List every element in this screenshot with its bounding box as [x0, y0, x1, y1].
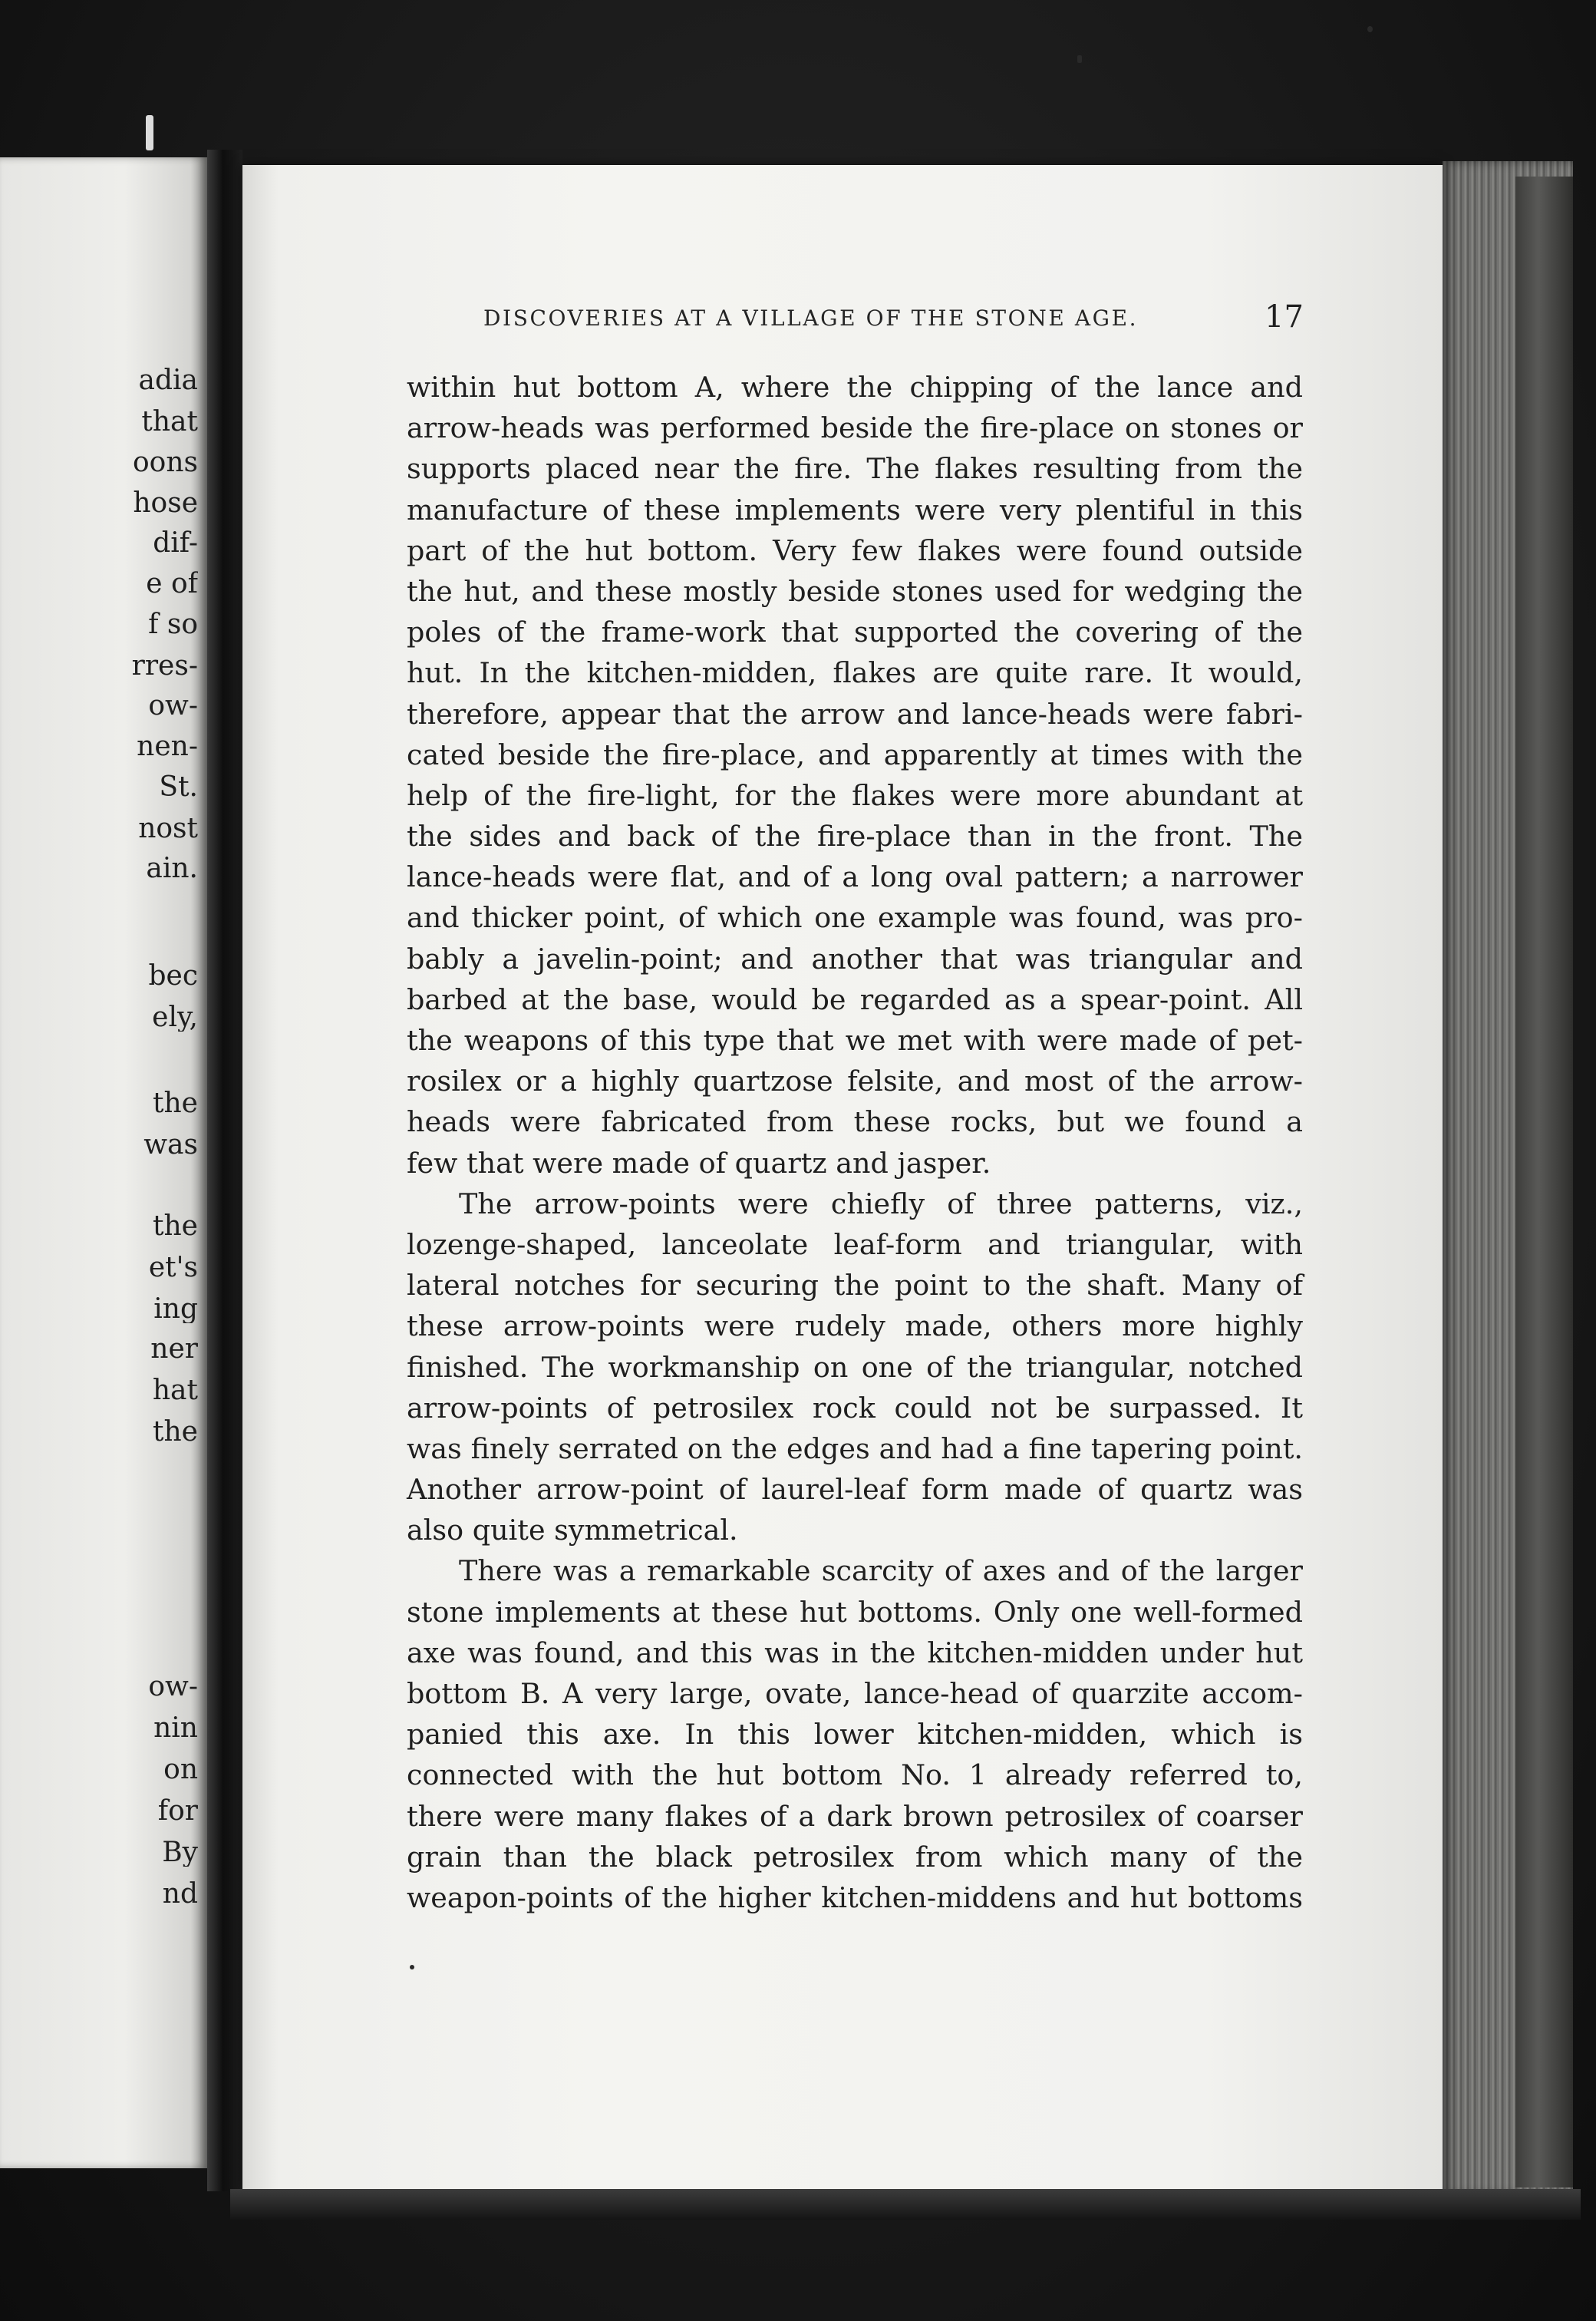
text-line: therefore, appear that the arrow and lance-heads were fabri- [407, 697, 1303, 731]
body-text [407, 367, 1303, 1918]
left-page-line: nin [153, 1715, 198, 1742]
left-page-line: dif- [153, 530, 198, 557]
text-line: weapon-points of the higher kitchen-middens and hut bottoms [407, 1880, 1303, 1914]
text-line: axe was found, and this was in the kitchen-midden under hut [407, 1636, 1303, 1669]
text-line: connected with the hut bottom No. 1 already referred to, [407, 1758, 1303, 1792]
text-line: There was a remarkable scarcity of axes and of the larger [459, 1554, 1303, 1588]
text-line: the sides and back of the fire-place than in the front. The [407, 820, 1303, 853]
text-line: these arrow-points were rudely made, others more highly [407, 1309, 1303, 1343]
left-page-line: ow- [148, 692, 198, 720]
left-page-line: the [153, 1090, 198, 1118]
text-line: supports placed near the fire. The flakes resulting from the [407, 452, 1303, 486]
text-line: and thicker point, of which one example was found, was pro- [407, 901, 1303, 935]
text-line: the hut, and these mostly beside stones used for wedging the [407, 574, 1303, 608]
text-line: Another arrow-point of laurel-leaf form made of quartz was [407, 1473, 1303, 1507]
text-line: poles of the frame-work that supported the covering of the [407, 616, 1303, 649]
scan-speck [1077, 55, 1082, 63]
text-line: arrow-heads was performed beside the fire-place on stones or [407, 411, 1303, 445]
book-gutter [207, 150, 242, 2191]
page-number: 17 [1265, 299, 1304, 335]
book-bottom-shadow [230, 2189, 1581, 2220]
left-page-line: ain. [146, 855, 198, 883]
left-page-line: hose [133, 490, 198, 517]
text-line: part of the hut bottom. Very few flakes were found outside [407, 533, 1303, 567]
text-line: there were many flakes of a dark brown petrosilex of coarser [407, 1799, 1303, 1833]
text-line: grain than the black petrosilex from which many of the [407, 1840, 1303, 1874]
left-page-line: ely, [152, 1004, 198, 1032]
text-line: heads were fabricated from these rocks, but we found a [407, 1105, 1303, 1139]
left-page-line: rres- [131, 652, 198, 680]
text-line: rosilex or a highly quartzose felsite, and most of the arrow- [407, 1065, 1303, 1098]
text-line: stone implements at these hut bottoms. Only one well-formed [407, 1595, 1303, 1629]
text-line: was finely serrated on the edges and had a fine tapering point. [407, 1431, 1303, 1465]
text-line: cated beside the fire-place, and apparently at times with the [407, 738, 1303, 771]
running-header: DISCOVERIES AT A VILLAGE OF THE STONE AGE. [483, 305, 1139, 331]
text-line: bottom B. A very large, ovate, lance-head of quarzite accom- [407, 1677, 1303, 1710]
left-page-line: St. [159, 774, 198, 801]
left-page-line: nen- [137, 733, 198, 761]
left-page-line: hat [152, 1377, 198, 1405]
left-page-line: was [143, 1131, 198, 1159]
left-page-line: nd [162, 1880, 198, 1908]
text-line: few that were made of quartz and jasper. [407, 1146, 991, 1180]
left-page-line: that [141, 408, 198, 436]
scan-speck [410, 1965, 414, 1969]
text-line: lance-heads were flat, and of a long oval pattern; a narrower [407, 860, 1303, 894]
text-line: the weapons of this type that we met with were made of pet- [407, 1024, 1303, 1057]
left-page-line: ing [153, 1296, 198, 1323]
left-page-line: for [157, 1798, 198, 1825]
text-line: manufacture of these implements were very plentiful in this [407, 493, 1303, 527]
left-page-line: the [153, 1418, 198, 1446]
left-page-line: nost [138, 815, 198, 843]
text-line: within hut bottom A, where the chipping of the lance and [407, 371, 1303, 404]
text-line: help of the fire-light, for the flakes were more abundant at [407, 778, 1303, 812]
text-line: lateral notches for securing the point to the shaft. Many of [407, 1269, 1303, 1302]
text-line: finished. The workmanship on one of the triangular, notched [407, 1350, 1303, 1384]
left-page-line: on [163, 1756, 198, 1784]
text-line: arrow-points of petrosilex rock could not be surpassed. It [407, 1391, 1303, 1425]
text-line: bably a javelin-point; and another that was triangular and [407, 942, 1303, 976]
left-page-line: oons [132, 449, 198, 477]
book-fore-edge-shadow [1515, 177, 1573, 2187]
left-page-line: the [153, 1213, 198, 1240]
left-page-line: e of [146, 570, 198, 598]
text-line: hut. In the kitchen-midden, flakes are quite rare. It would, [407, 656, 1303, 690]
left-page-line: bec [148, 962, 198, 990]
left-page-line: et's [148, 1254, 198, 1282]
text-line: lozenge-shaped, lanceolate leaf-form and triangular, with [407, 1227, 1303, 1261]
left-page-line: f so [148, 611, 198, 639]
text-line: The arrow-points were chiefly of three patterns, viz., [459, 1187, 1303, 1220]
left-page-line: ow- [148, 1673, 198, 1701]
left-page-line: By [162, 1839, 198, 1867]
text-line: also quite symmetrical. [407, 1514, 738, 1547]
text-line: panied this axe. In this lower kitchen-midden, which is [407, 1718, 1303, 1751]
scan-speck [146, 115, 153, 150]
left-page-line: ner [150, 1335, 198, 1363]
left-page-line: adia [138, 367, 198, 395]
scan-speck [1367, 26, 1373, 32]
text-line: barbed at the base, would be regarded as a spear-point. All [407, 982, 1303, 1016]
